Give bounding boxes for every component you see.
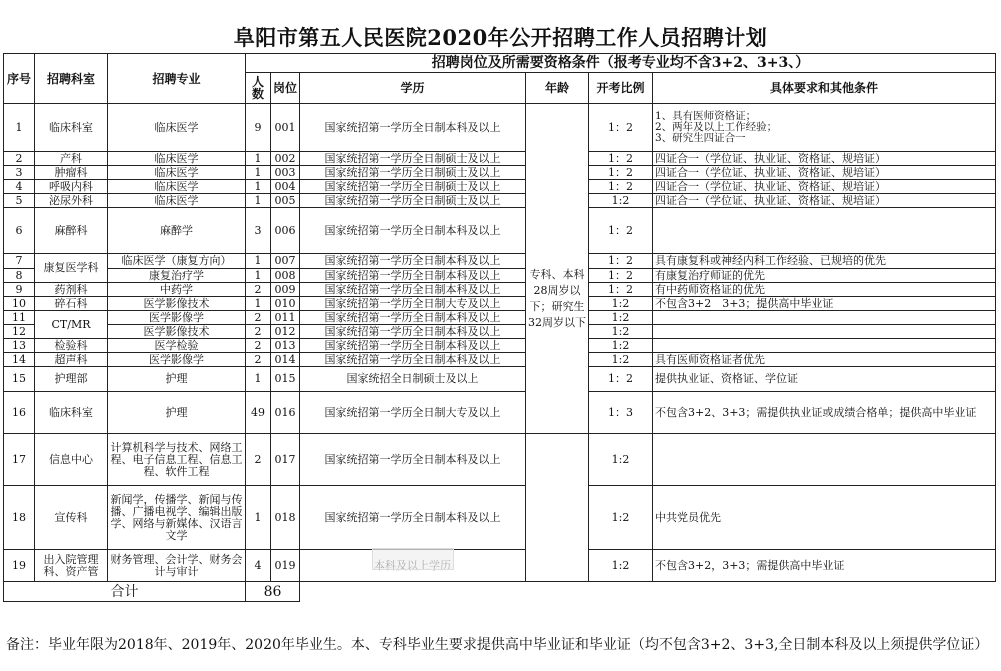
cell-major: 护理: [108, 392, 246, 434]
header-count: 人数: [246, 73, 271, 104]
cell-req: 不包含3+2，3+3；需提供高中毕业证: [653, 550, 996, 582]
cell-count: 2: [246, 434, 271, 486]
cell-ratio: 1：2: [589, 166, 653, 180]
cell-post: 017: [271, 434, 300, 486]
cell-count: 1: [246, 269, 271, 283]
cell-ratio: 1:2: [589, 434, 653, 486]
cell-edu: 国家统招第一学历全日制本科及以上: [300, 283, 526, 297]
table-row: [4, 367, 996, 392]
header-dept: 招聘科室: [35, 54, 108, 104]
cell-req: 中共党员优先: [653, 486, 996, 550]
cell-edu: 国家统招第一学历全日制本科及以上: [300, 208, 526, 254]
total-empty: [300, 582, 996, 602]
header-post: 岗位: [271, 73, 300, 104]
cell-seq: 5: [4, 194, 35, 208]
cell-seq: 9: [4, 283, 35, 297]
cell-count: 4: [246, 550, 271, 582]
cell-ratio: 1：2: [589, 367, 653, 392]
cell-post: 008: [271, 269, 300, 283]
table-row: [4, 208, 996, 254]
table-row: [4, 104, 996, 152]
cell-seq: 3: [4, 166, 35, 180]
cell-post: 014: [271, 353, 300, 367]
cell-ratio: 1:2: [589, 353, 653, 367]
table-row: [4, 339, 996, 353]
table-row: [4, 434, 996, 486]
cell-post: 007: [271, 254, 300, 269]
cell-major: 医学影像技术: [108, 297, 246, 311]
cell-dept: 药剂科: [35, 283, 108, 297]
cell-edu: 国家统招第一学历全日制本科及以上: [300, 104, 526, 152]
cell-count: 49: [246, 392, 271, 434]
cell-major: 医学影像学: [108, 353, 246, 367]
cell-seq: 12: [4, 325, 35, 339]
cell-major: 临床医学: [108, 104, 246, 152]
cell-post: 004: [271, 180, 300, 194]
cell-seq: 19: [4, 550, 35, 582]
table-row: [4, 311, 996, 325]
cell-post: 018: [271, 486, 300, 550]
cell-post: 012: [271, 325, 300, 339]
cell-edu: 国家统招第一学历全日制本科及以上: [300, 339, 526, 353]
cell-ratio: 1:2: [589, 486, 653, 550]
cell-req: [653, 434, 996, 486]
cell-seq: 14: [4, 353, 35, 367]
cell-ratio: 1：2: [589, 254, 653, 269]
cell-req: 四证合一（学位证、执业证、资格证、规培证）: [653, 180, 996, 194]
cell-req: 有康复治疗师证的优先: [653, 269, 996, 283]
cell-req: 提供执业证、资格证、学位证: [653, 367, 996, 392]
cell-post: 016: [271, 392, 300, 434]
cell-ratio: 1：2: [589, 104, 653, 152]
cell-ratio: 1：2: [589, 269, 653, 283]
cell-req: 不包含3+2、3+3；需提供执业证或成绩合格单；提供高中毕业证: [653, 392, 996, 434]
table-row: [4, 194, 996, 208]
cell-major: 中药学: [108, 283, 246, 297]
cell-major: 临床医学: [108, 180, 246, 194]
cell-post: 013: [271, 339, 300, 353]
cell-edu: 国家统招第一学历全日制本科及以上: [300, 325, 526, 339]
cell-major: 医学影像学: [108, 311, 246, 325]
cell-ratio: 1：2: [589, 283, 653, 297]
table-row: [4, 486, 996, 550]
header-edu: 学历: [300, 73, 526, 104]
cell-ratio: 1：2: [589, 152, 653, 166]
cell-seq: 1: [4, 104, 35, 152]
cell-count: 2: [246, 325, 271, 339]
cell-dept: 麻醉科: [35, 208, 108, 254]
header-ratio: 开考比例: [589, 73, 653, 104]
cell-major: 临床医学: [108, 152, 246, 166]
cell-req: 具有医师资格证者优先: [653, 353, 996, 367]
cell-count: 1: [246, 367, 271, 392]
recruitment-table: [3, 53, 996, 602]
table-row: [4, 152, 996, 166]
cell-edu: 国家统招第一学历全日制硕士及以上: [300, 180, 526, 194]
cell-edu: 国家统招第一学历全日制本科及以上: [300, 486, 526, 550]
cell-req: [653, 311, 996, 325]
cell-seq: 7: [4, 254, 35, 269]
cell-ratio: 1:2: [589, 339, 653, 353]
cell-dept: 检验科: [35, 339, 108, 353]
cell-dept: 泌尿外科: [35, 194, 108, 208]
cell-major: 医学影像技术: [108, 325, 246, 339]
header-major: 招聘专业: [108, 54, 246, 104]
cell-dept: 临床科室: [35, 104, 108, 152]
cell-edu: 国家统招第一学历全日制本科及以上: [300, 353, 526, 367]
cell-post: 009: [271, 283, 300, 297]
cell-dept: 临床科室: [35, 392, 108, 434]
cell-count: 2: [246, 353, 271, 367]
table-row: [4, 180, 996, 194]
cell-count: 2: [246, 283, 271, 297]
cell-post: 011: [271, 311, 300, 325]
cell-req: 四证合一（学位证、执业证、资格证、规培证）: [653, 152, 996, 166]
cell-post: 003: [271, 166, 300, 180]
cell-edu: 国家统招第一学历全日制硕士及以上: [300, 194, 526, 208]
cell-edu: 国家统招第一学历全日制硕士及以上: [300, 166, 526, 180]
cell-count: 1: [246, 486, 271, 550]
table-row: [4, 353, 996, 367]
cell-seq: 8: [4, 269, 35, 283]
cell-count: 2: [246, 339, 271, 353]
page-title: 阜阳市第五人民医院2020年公开招聘工作人员招聘计划: [233, 25, 768, 50]
header-seq: 序号: [4, 54, 35, 104]
cell-major: 医学检验: [108, 339, 246, 353]
table-row: [4, 254, 996, 269]
cell-req: 四证合一（学位证、执业证、资格证、规培证）: [653, 194, 996, 208]
cell-count: 2: [246, 311, 271, 325]
cell-seq: 18: [4, 486, 35, 550]
cell-age-empty: [526, 434, 589, 582]
cell-seq: 13: [4, 339, 35, 353]
cell-edu: 国家统招第一学历全日制本科及以上: [300, 434, 526, 486]
total-label: 合计: [4, 582, 246, 602]
cell-seq: 4: [4, 180, 35, 194]
cell-dept: 信息中心: [35, 434, 108, 486]
cell-count: 1: [246, 180, 271, 194]
cell-seq: 11: [4, 311, 35, 325]
cell-ratio: 1：3: [589, 392, 653, 434]
cell-ratio: 1:2: [589, 311, 653, 325]
cell-major: 计算机科学与技术、网络工程、电子信息工程、信息工程、软件工程: [108, 434, 246, 486]
cell-post: 002: [271, 152, 300, 166]
table-row: [4, 550, 996, 582]
table-row: [4, 325, 996, 339]
watermark-stamp: [372, 548, 454, 570]
cell-ratio: 1:2: [589, 194, 653, 208]
cell-count: 3: [246, 208, 271, 254]
cell-post: 006: [271, 208, 300, 254]
cell-req: 有中药师资格证的优先: [653, 283, 996, 297]
cell-count: 1: [246, 152, 271, 166]
cell-dept: 出入院管理科、资产管: [35, 550, 108, 582]
cell-age: 专科、本科28周岁以下；研究生32周岁以下: [526, 104, 589, 434]
cell-post: 005: [271, 194, 300, 208]
cell-post: 019: [271, 550, 300, 582]
cell-dept: CT/MR: [35, 311, 108, 339]
cell-count: 9: [246, 104, 271, 152]
total-row: [4, 582, 996, 602]
cell-req: 具有康复科或神经内科工作经验、已规培的优先: [653, 254, 996, 269]
cell-edu: 国家统招第一学历全日制本科及以上: [300, 311, 526, 325]
cell-req: [653, 325, 996, 339]
cell-major: 临床医学: [108, 166, 246, 180]
cell-ratio: 1:2: [589, 550, 653, 582]
cell-seq: 6: [4, 208, 35, 254]
cell-dept: 宣传科: [35, 486, 108, 550]
table-row: [4, 269, 996, 283]
cell-major: 康复治疗学: [108, 269, 246, 283]
cell-dept: 护理部: [35, 367, 108, 392]
cell-major: 护理: [108, 367, 246, 392]
cell-major: 新闻学，传播学、新闻与传播、广播电视学、编辑出版学、网络与新媒体、汉语言文学: [108, 486, 246, 550]
cell-seq: 2: [4, 152, 35, 166]
header-req: 具体要求和其他条件: [653, 73, 996, 104]
cell-dept: 碎石科: [35, 297, 108, 311]
cell-count: 1: [246, 254, 271, 269]
cell-edu: 国家统招第一学历全日制硕士及以上: [300, 152, 526, 166]
cell-edu: 国家统招全日制硕士及以上: [300, 367, 526, 392]
cell-count: 1: [246, 194, 271, 208]
cell-seq: 10: [4, 297, 35, 311]
cell-dept: 产科: [35, 152, 108, 166]
cell-seq: 16: [4, 392, 35, 434]
cell-edu: 国家统招第一学历全日制大专及以上: [300, 392, 526, 434]
cell-seq: 15: [4, 367, 35, 392]
cell-post: 010: [271, 297, 300, 311]
header-age: 年龄: [526, 73, 589, 104]
cell-req: 不包含3+2 3+3；提供高中毕业证: [653, 297, 996, 311]
cell-count: 1: [246, 166, 271, 180]
cell-major: 财务管理、会计学、财务会计与审计: [108, 550, 246, 582]
cell-ratio: 1:2: [589, 297, 653, 311]
cell-dept: 呼吸内科: [35, 180, 108, 194]
cell-dept: 肿瘤科: [35, 166, 108, 180]
cell-edu: 国家统招第一学历全日制本科及以上: [300, 254, 526, 269]
cell-dept: 超声科: [35, 353, 108, 367]
cell-ratio: 1：2: [589, 208, 653, 254]
table-row: [4, 166, 996, 180]
table-row: [4, 297, 996, 311]
table-row: [4, 392, 996, 434]
cell-major: 麻醉学: [108, 208, 246, 254]
cell-dept: 康复医学科: [35, 254, 108, 283]
cell-req: [653, 208, 996, 254]
cell-req: 四证合一（学位证、执业证、资格证、规培证）: [653, 166, 996, 180]
table-row: [4, 283, 996, 297]
cell-req: [653, 339, 996, 353]
footnote: 备注：毕业年限为2018年、2019年、2020年毕业生。本、专科毕业生要求提供高中毕业证和毕业证（均不包含3+2、3+3,全日制本科及以上须提供学位证）: [6, 637, 989, 653]
total-count: 86: [246, 582, 300, 602]
cell-edu: 国家统招第一学历全日制本科及以上: [300, 269, 526, 283]
cell-major: 临床医学: [108, 194, 246, 208]
cell-ratio: 1:2: [589, 325, 653, 339]
cell-req: 1、具有医师资格证； 2、两年及以上工作经验； 3、研究生四证合一: [653, 104, 996, 152]
cell-major: 临床医学（康复方向）: [108, 254, 246, 269]
cell-count: 1: [246, 297, 271, 311]
cell-ratio: 1：2: [589, 180, 653, 194]
header-group: 招聘岗位及所需要资格条件（报考专业均不含3+2、3+3、）: [246, 54, 996, 73]
cell-post: 001: [271, 104, 300, 152]
cell-seq: 17: [4, 434, 35, 486]
cell-edu: 国家统招第一学历全日制大专及以上: [300, 297, 526, 311]
cell-post: 015: [271, 367, 300, 392]
